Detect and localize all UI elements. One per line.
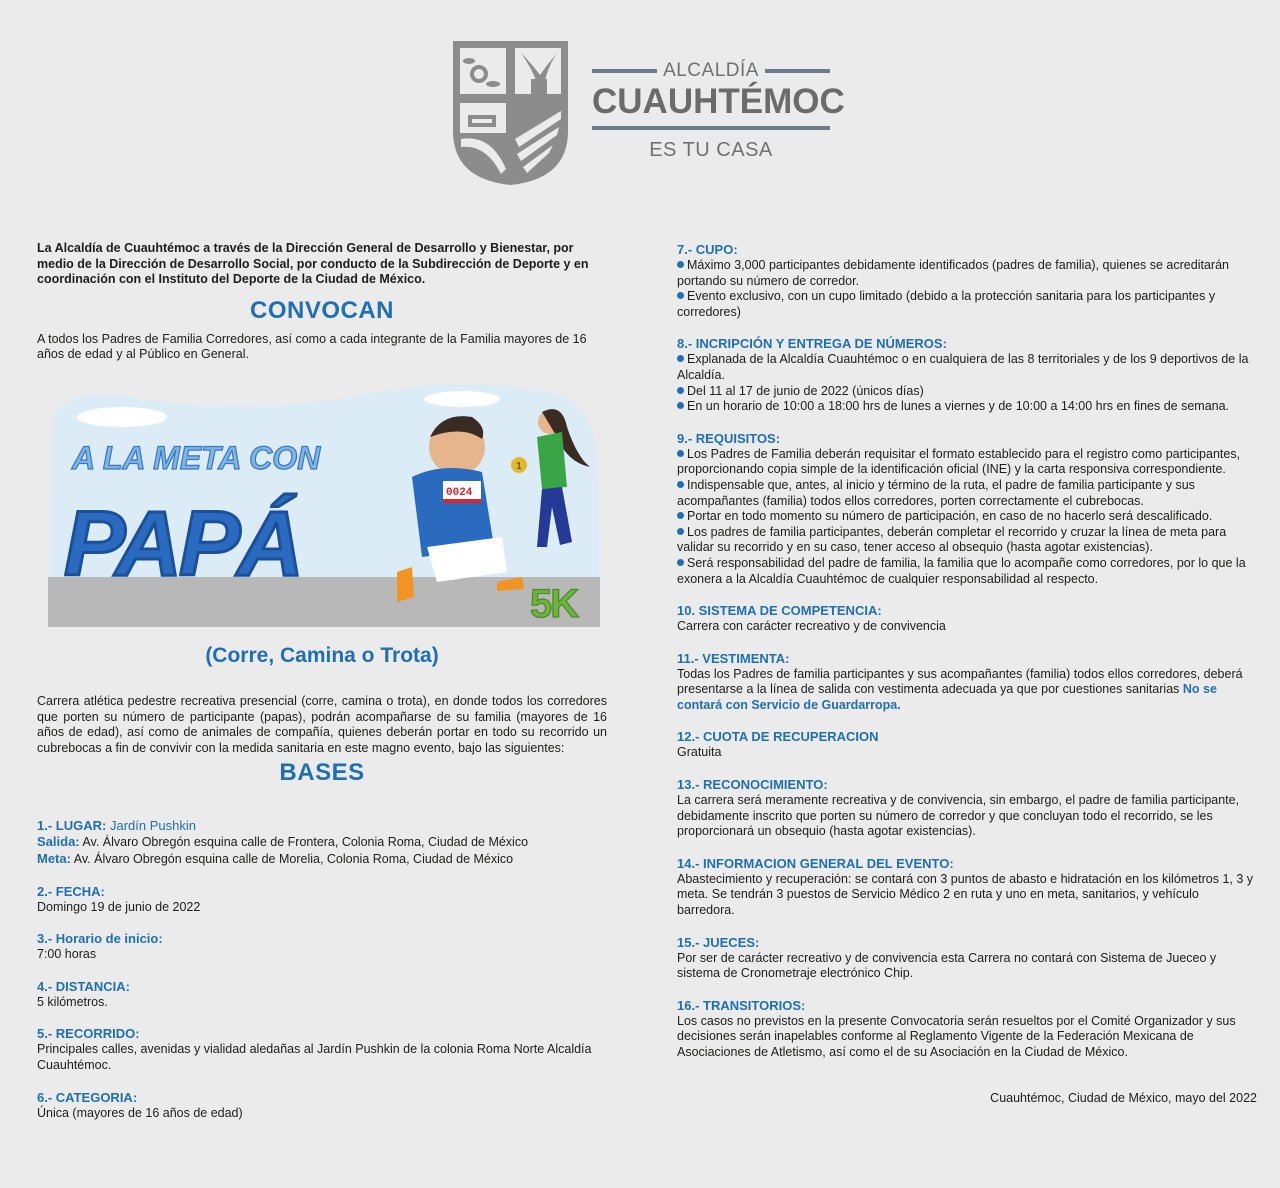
base-informacion [677,856,1257,919]
base-distancia [37,979,607,1011]
logo-divider [592,126,830,130]
logo-line-slogan: ES TU CASA [649,139,773,161]
closing-place-date: Cuauhtémoc, Ciudad de México, mayo del 2022 [990,1090,1257,1105]
informacion-value: Abastecimiento y recuperación: se contará con 3 puntos de abasto e hidratación en los kilómetros 1, 3 y meta. Se tendrán 3 puestos de Servicio Médico 2 en ruta y uno en meta, sanitarios, y vehículo barredora. [677,871,1254,918]
logo-line-alcaldia: ALCALDÍA [663,60,759,81]
base-transitorios [677,998,1257,1061]
base-horario [37,931,607,963]
bullet-icon [677,355,684,362]
bullet-icon [677,528,684,535]
base-requisitos [677,431,1257,587]
bullet-icon [677,559,684,566]
section-title: 5.- RECORRIDO: [37,1026,140,1042]
cuota-value: Gratuita [677,745,722,760]
recorrido-value: Principales calles, avenidas y vialidad aledañas al Jardín Pushkin de la colonia Roma Norte Alcaldía Cuauhtémoc. [37,1042,592,1072]
cloud-icon [424,391,500,407]
section-title: 13.- RECONOCIMIENTO: [677,777,828,793]
horario-value: 7:00 horas [37,947,97,962]
list-item: Explanada de la Alcaldía Cuauhtémoc o en cualquiera de las 8 territoriales y de los 9 deportivos de la Alcaldía. [677,352,1249,382]
section-title: 12.- CUOTA DE RECUPERACION [677,729,879,745]
bib-number: 0024 [446,486,473,499]
meta-label: Meta: [37,850,71,866]
reconocimiento-value: La carrera será meramente recreativa y de convivencia, sin embargo, el padre de familia participante, debidamente inscrito que porten su número de corredor y que concluyan todo el recorrido, se les proporcionará un obsequio (hasta agotar existencias). [677,793,1240,839]
salida-label: Salida: [37,834,80,850]
tagline: (Corre, Camina o Trota) [205,643,439,667]
meta-value: Av. Álvaro Obregón esquina calle de Morelia, Colonia Roma, Ciudad de México [73,851,514,866]
bullet-icon [677,512,684,519]
section-title: 2.- FECHA: [37,883,105,899]
section-title: 11.- VESTIMENTA: [677,650,790,666]
banner-line2: PAPÁ [64,492,301,595]
list-item: Portar en todo momento su número de participación, en caso de no hacerlo será descalificado. [677,509,1257,525]
section-title: 10. SISTEMA DE COMPETENCIA: [677,603,882,619]
section-title: 14.- INFORMACION GENERAL DEL EVENTO: [677,855,954,871]
bullet-icon [677,387,684,394]
section-title: 15.- JUECES: [677,934,760,950]
categoria-value: Única (mayores de 16 años de edad) [37,1105,243,1120]
section-title: 4.- DISTANCIA: [37,978,130,994]
section-title: 1.- LUGAR: [37,818,107,834]
base-fecha [37,884,607,916]
event-banner-illustration [42,377,606,630]
intro-text: La Alcaldía de Cuauhtémoc a través de la Dirección General de Desarrollo y Bienestar, por medio de la Dirección de Desarrollo Social, por conducto de la Subdirección de Deporte y en coordinación con el Instituto del Deporte de la Ciudad de México. [37,241,589,287]
banner-5k-badge: 5K [530,581,578,626]
convocan-title: CONVOCAN [249,296,394,324]
section-title: 16.- TRANSITORIOS: [677,997,806,1013]
right-column [677,242,1257,1106]
list-item: Máximo 3,000 participantes debidamente identificados (padres de familia), quienes se acreditarán portando su número de corredor. [677,258,1229,288]
medal-number: 1 [516,460,522,472]
fecha-value: Domingo 19 de junio de 2022 [37,899,201,914]
list-item: Del 11 al 17 de junio de 2022 (únicos días) [677,384,1257,400]
logo-line-cuauhtemoc: CUAUHTÉMOC [592,82,845,121]
section-title: 8.- INCRIPCIÓN Y ENTREGA DE NÚMEROS: [677,336,947,352]
lugar-value: Jardín Pushkin [109,818,196,834]
list-item: Indispensable que, antes, al inicio y término de la ruta, el padre de familia participante y sus acompañantes (familia) todos ellos corredores, porten correctamente el cubrebocas. [677,477,1195,508]
alcaldia-shield-logo-icon [451,39,570,187]
logo-divider [592,69,657,73]
base-reconocimiento [677,777,1257,840]
left-column [37,241,607,1121]
base-cuota [677,729,1257,761]
base-inscripcion [677,336,1257,414]
list-item: En un horario de 10:00 a 18:00 hrs de lunes a viernes y de 10:00 a 14:00 hrs en fines de semana. [677,399,1257,415]
list-item: Los Padres de Familia deberán requisitar el formato establecido para el registro como participantes, proporcionando copia simple de la identificación oficial (INE) y la carta responsiva correspondiente. [677,446,1241,477]
vestimenta-value: Todas los Padres de familia participantes y sus acompañantes (familia) todos ellos corredores, deberá presentarse a la línea de salida con vestimenta adecuada ya que por cuestiones sanitarias [677,666,1243,697]
guardarropa-notice: No se contará con Servicio de Guardarropa. [677,682,1217,712]
jueces-value: Por ser de carácter recreativo y de convivencia esta Carrera no contará con Sistema de Jueceo y sistema de Cronometraje electrónico Chip. [677,950,1217,981]
transitorios-value: Los casos no previstos en la presente Convocatoria serán resueltos por el Comité Organizador y sus decisiones serán inapelables conforme al Reglamento Vigente de la Federación Mexicana de Asociaciones de Atletismo, así como el de su Asociación en la Ciudad de México. [677,1013,1236,1059]
logo-divider [765,69,830,73]
alcaldia-wordmark [592,60,845,162]
audience-text: A todos los Padres de Familia Corredores, así como a cada integrante de la Familia mayores de 16 años de edad y al Público en General. [37,331,587,362]
list-item: Los padres de familia participantes, deberán completar el recorrido y cruzar la línea de meta para validar su recorrido y en su caso, tener acceso al obsequio (hasta agotar existencias). [677,524,1227,555]
list-item: Evento exclusivo, con un cupo limitado (debido a la protección sanitaria para los participantes y corredores) [677,289,1216,319]
bases-title: BASES [279,759,365,787]
base-recorrido [37,1026,607,1073]
section-title: 3.- Horario de inicio: [37,931,163,947]
base-vestimenta [677,651,1257,714]
base-categoria [37,1090,607,1122]
description-text: Carrera atlética pedestre recreativa presencial (corre, camina o trota), en donde todos los corredores que porten su número de participante (papas), podrán acompañarse de su familia (mayores de 16 años de edad), así como de animales de compañía, quienes deberán portar en todo su recorrido un cubrebocas a fin de convivir con la medida sanitaria en este magno evento, bajo las siguientes: [37,693,607,755]
salida-value: Av. Álvaro Obregón esquina calle de Frontera, Colonia Roma, Ciudad de México [82,835,529,850]
bullet-icon [677,261,684,268]
base-jueces [677,935,1257,982]
list-item: Será responsabilidad del padre de familia, la familia que lo acompañe como corredores, por lo que la exonera a la Alcaldía Cuauhtémoc de cualquier responsabilidad al respecto. [677,555,1246,586]
distancia-value: 5 kilómetros. [37,994,108,1009]
bullet-icon [677,402,684,409]
base-lugar [37,818,607,867]
section-title: 7.- CUPO: [677,242,738,257]
bullet-icon [677,450,684,457]
section-title: 6.- CATEGORIA: [37,1089,138,1105]
cloud-icon [77,407,167,427]
bullet-icon [677,292,684,299]
banner-line1: A LA META CON [72,439,321,476]
section-title: 9.- REQUISITOS: [677,430,781,446]
bullet-icon [677,481,684,488]
base-cupo [677,242,1257,320]
base-sistema [677,603,1257,635]
sistema-value: Carrera con carácter recreativo y de convivencia [677,619,946,634]
